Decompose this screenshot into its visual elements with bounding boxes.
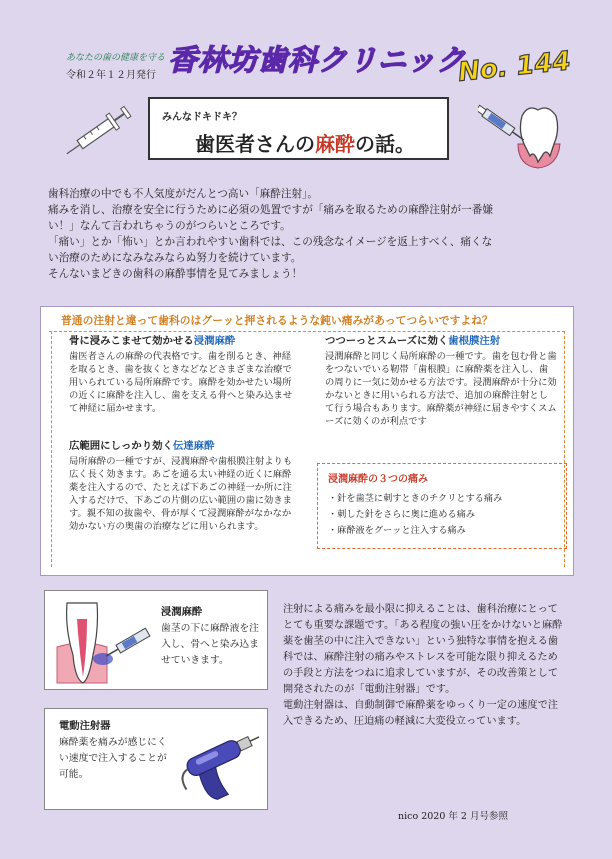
pain-item: ・刺した針をさらに奥に進める痛み (328, 509, 475, 520)
pain-item: ・麻酔液をグーッと注入する痛み (328, 525, 466, 536)
headline-box (148, 97, 449, 160)
headline-title-accent: 麻酔 (315, 132, 355, 156)
card-title: 電動注射器 (59, 720, 111, 732)
pain-item: ・針を歯茎に刺すときのチクリとする痛み (328, 493, 503, 504)
intro-line: 「痛い」とか「怖い」とか言われやすい歯科では、この残念なイメージを返上すべく、痛くな (48, 236, 493, 248)
source-credit: nico 2020 年 2 月号参照 (398, 811, 508, 822)
issue-number: No. 144 (456, 46, 573, 88)
card-title: 浸潤麻酔 (161, 606, 203, 618)
intro-line: い！」なんて言われちゃうのがつらいところです。 (48, 220, 291, 232)
section-title: 広範囲にしっかり効く伝達麻酔 (69, 440, 215, 452)
headline-title-before: 歯医者さんの (195, 132, 315, 156)
anesthesia-info-box (40, 306, 574, 576)
headline-kicker: みんなドキドキ？ (162, 112, 242, 123)
ligament-section (325, 335, 557, 428)
syringe-icon (58, 100, 138, 165)
clinic-name: 香林坊歯科クリニック (168, 43, 467, 77)
intro-line: 痛みを消し、治療を安全に行うために必須の処置ですが「痛みを取るための麻酔注射が一番嫌 (48, 204, 493, 216)
info-heading: 普通の注射と違って歯科のはグーッと押されるような鈍い痛みがあってつらいですよね？ (61, 314, 493, 327)
card-text: 麻酔薬を痛みが感じにくい速度で注入することが可能。 (59, 737, 167, 780)
pain-title: 浸潤麻酔の３つの痛み (328, 474, 428, 485)
tooth-cross-section-icon (53, 599, 153, 685)
issue-date: 令和２年１２月発行 (66, 70, 156, 81)
conduction-section (69, 440, 299, 533)
three-pains-box (317, 463, 567, 549)
intro-line: い治療のためになみなみならぬ努力を続けています。 (48, 252, 302, 264)
tagline: あなたの歯の健康を守る (66, 53, 166, 63)
divider (49, 331, 565, 332)
electric-syringe-icon (173, 717, 265, 803)
electric-syringe-card (44, 708, 268, 810)
intro-text (48, 186, 558, 282)
section-body: 歯医者さんの麻酔の代表格です。歯を削るとき、神経を取るとき、歯を抜くときなどなどさまざまな治療で用いられている局所麻酔です。麻酔を効かせたい場所の近くに麻酔を注入し、歯を支える骨へと染み込ませて神経に届かせます。 (69, 351, 293, 414)
body-text (283, 602, 565, 730)
section-title: つつーっとスムーズに効く歯根膜注射 (325, 335, 501, 347)
card-text: 歯茎の下に麻酔液を注入し、骨へと染み込ませていきます。 (161, 623, 259, 666)
divider (51, 331, 52, 567)
intro-line: 歯科治療の中でも不人気度がだんとつ高い「麻酔注射」。 (48, 188, 318, 200)
body-paragraph: 注射による痛みを最小限に抑えることは、歯科治療にとってとても重要な課題です。「ある程度の強い圧をかけないと麻酔薬を歯茎の中に注入できない」という独特な事情を抱える歯科では、麻酔注射の痛みやストレスを可能な限り抑えるための手段と方法をつねに追求していますが、その改善策として開発されたのが「電動注射器」です。 (283, 604, 563, 695)
infiltration-section (69, 335, 297, 415)
headline-title-after: の話。 (355, 132, 415, 156)
tooth-syringe-icon (478, 96, 568, 174)
body-paragraph: 電動注射器は、自動制御で麻酔薬をゆっくり一定の速度で注入できるため、圧迫痛の軽減に大変役立っています。 (283, 700, 558, 727)
section-body: 局所麻酔の一種ですが、浸潤麻酔や歯根膜注射よりも広く長く効きます。あごを通る太い神経の近くに麻酔薬を注入するので、たとえば下あごの神経一か所に注入するだけで、下あごの片側の広い範囲の歯に効きます。親不知の抜歯や、骨が厚くて浸潤麻酔がなかなか効かない方の奥歯の治療などに用いられます。 (69, 456, 293, 532)
section-body: 浸潤麻酔と同じく局所麻酔の一種です。歯を包む骨と歯をつないでいる靭帯「歯根膜」に麻酔薬を注入し、歯の周りに一気に効かせる方法です。浸潤麻酔が十分に効かないときに用いられる方法で、追加の麻酔注射として行う場合もあります。麻酔薬が神経に届きやすくスムーズに効くのが利点です (325, 351, 557, 427)
infiltration-card (44, 590, 268, 690)
section-title: 骨に浸みこませて効かせる浸潤麻酔 (69, 335, 236, 347)
intro-line: そんないまどきの歯科の麻酔事情を見てみましょう！ (48, 268, 303, 280)
headline-title (195, 128, 415, 157)
